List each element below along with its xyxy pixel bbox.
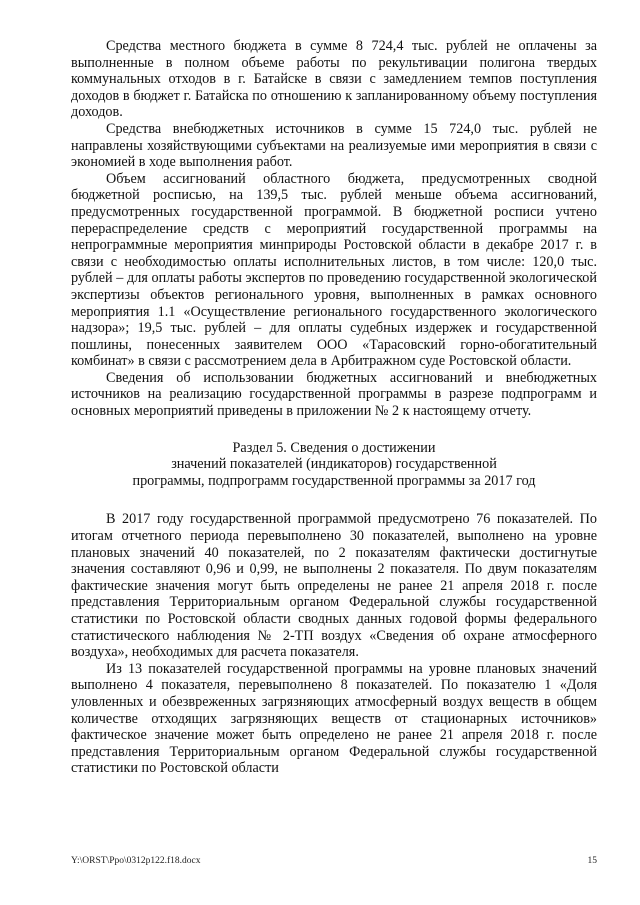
page-number: 15 xyxy=(587,856,597,866)
document-page xyxy=(71,38,597,777)
paragraph-regional-budget-allocations: Объем ассигнований областного бюджета, предусмотренных сводной бюджетной росписью, на 139,5 тыс. рублей меньше объема ассигнований, предусмотренных государственной программой. В бюджетной росписи учтено перераспределение средств с мероприятий государственной программы на непрограммные мероприятия минприроды Ростовской области в декабре 2017 г. в связи с необходимостью оплаты исполнительных листов, в том числе: 120,0 тыс. рублей – для оплаты работы экспертов по проведению государственной экологической экспертизы объектов регионального уровня, выполненных в рамках основного мероприятия 1.1 «Осуществление регионального государственного экологического надзора»; 19,5 тыс. рублей – для оплаты судебных издержек и государственной пошлины, понесенных заявителем ООО «Тарасовский горно-обогатительный комбинат» в связи с рассмотрением дела в Арбитражном суде Ростовской области. xyxy=(71,170,597,370)
section-heading-line: Раздел 5. Сведения о достижении xyxy=(232,439,436,456)
paragraph-budget-usage-info: Сведения об использовании бюджетных ассигнований и внебюджетных источников на реализацию государственной программы в разрезе подпрограмм и основных мероприятий приведены в приложении № 2 к настоящему отчету. xyxy=(71,369,597,420)
paragraph-local-budget: Средства местного бюджета в сумме 8 724,4 тыс. рублей не оплачены за выполненные в полном объеме работы по рекультивации полигона твердых коммунальных отходов в г. Батайске в связи с замедлением темпов поступления доходов в бюджет г. Батайска по отношению к запланированному объему поступления доходов. xyxy=(71,38,597,121)
file-path: Y:\ORST\Ppo\0312p122.f18.docx xyxy=(71,856,201,866)
section-heading-line: значений показателей (индикаторов) государственной xyxy=(171,456,497,473)
paragraph-program-indicators: Из 13 показателей государственной программы на уровне плановых значений выполнено 4 показателя, перевыполнено 8 показателей. По показателю 1 «Доля уловленных и обезвреженных загрязняющих атмосферный воздух веществ в общем количестве отходящих загрязняющих веществ от стационарных источников» фактическое значение может быть определено не ранее 21 апреля 2018 г. после представления Территориальным органом Федеральной службы государственной статистики по Ростовской области xyxy=(71,660,597,777)
paragraph-extrabudgetary-sources: Средства внебюджетных источников в сумме 15 724,0 тыс. рублей не направлены хозяйствующими субъектами на реализуемые ими мероприятия в связи с экономией в ходе выполнения работ. xyxy=(71,120,597,171)
section-heading-line: программы, подпрограмм государственной программы за 2017 год xyxy=(132,472,536,489)
section-heading xyxy=(71,440,597,490)
paragraph-indicators-summary: В 2017 году государственной программой предусмотрено 76 показателей. По итогам отчетного периода перевыполнено 30 показателей, выполнено на уровне плановых значений 40 показателей, по 2 показателям фактически достигнутые значения составляют 0,96 и 0,99, не выполнены 2 показателя. По двум показателям фактические значения могут быть определены не ранее 21 апреля 2018 г. после представления Территориальным органом Федеральной службы государственной статистики по Ростовской области сводных данных годовой формы федерального статистического наблюдения № 2-ТП воздух «Сведения об охране атмосферного воздуха», необходимых для расчета показателя. xyxy=(71,511,597,661)
